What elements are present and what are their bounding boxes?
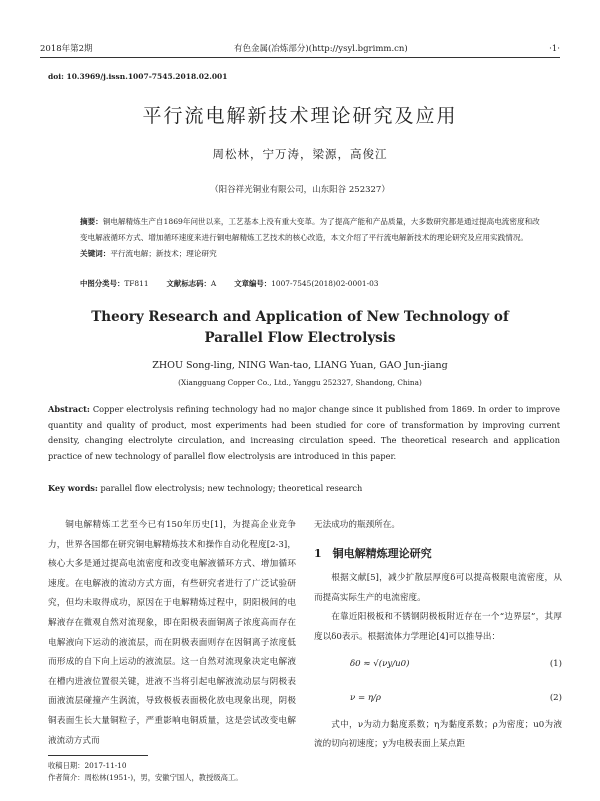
doi-line: doi: 10.3969/j.issn.1007-7545.2018.02.001 — [48, 72, 228, 81]
body-paragraph: 根据文献[5]，减少扩散层厚度δ可以提高极限电流密度，从而提高实际生产的电流密度。 — [314, 573, 562, 603]
body-continuation: 无法成功的瓶颈所在。 — [314, 520, 400, 530]
keywords-en-text: parallel flow electrolysis; new technology; theoretical research — [100, 483, 363, 493]
page-number: ·1· — [549, 44, 560, 54]
body-column-left — [48, 516, 296, 751]
doc-code-value: A — [210, 279, 217, 288]
abstract-chinese — [80, 214, 542, 262]
body-paragraph: 式中，ν为动力黏度系数；η为黏度系数；ρ为密度；u0为液流的切向初速度；y为电极表面上某点距 — [314, 719, 562, 750]
footnotes — [48, 760, 243, 784]
keywords-cn-text: 平行流电解；新技术；理论研究 — [110, 249, 217, 258]
abstract-cn-label: 摘要： — [80, 217, 103, 226]
title-en-line-1: Theory Research and Application of New Technology of — [91, 309, 509, 325]
title-en-line-2: Parallel Flow Electrolysis — [204, 330, 396, 346]
title-english — [0, 307, 600, 349]
abstract-en-label: Abstract: — [48, 404, 90, 414]
authors-chinese: 周松林，宁万涛，梁源，高俊江 — [212, 147, 388, 161]
article-no-label: 文章编号： — [234, 279, 272, 288]
article-no-value: 1007-7545(2018)02-0001-03 — [271, 279, 379, 288]
equation-2-formula: ν = η/ρ — [350, 692, 381, 703]
equation-2 — [314, 682, 562, 716]
running-header — [40, 36, 560, 58]
equation-1 — [314, 648, 562, 682]
classification-line — [80, 278, 542, 289]
issue-label: 2018年第2期 — [40, 44, 93, 54]
title-chinese: 平行流电解新技术理论研究及应用 — [142, 105, 458, 127]
journal-name: 有色金属(冶炼部分)(http://ysyl.bgrimm.cn) — [234, 44, 408, 54]
abstract-english — [48, 402, 560, 464]
keywords-english — [48, 483, 560, 493]
keywords-en-label: Key words: — [48, 483, 98, 493]
body-paragraph: 在靠近阳极板和不锈钢阴极板附近存在一个“边界层”，其厚度以δ0表示。根据流体力学理论[4]可以推导出： — [314, 612, 562, 642]
body-paragraph: 铜电解精炼工艺至今已有150年历史[1]，为提高企业竞争力，世界各国都在研究铜电解精炼技术和操作自动化程度[2-3]，核心大多是通过提高电流密度和改变电解液循环方式、增加循环速度。在电解液的流动方式方面，有些研究者进行了广泛试验研究，但均未取得成功，原因在于电解精炼过程中，阴阳极间的电解液存在微观自然对流现象，即在阳极表面铜离子浓度高而存在电解液向下运动的液流层，而在阴极表面则存在因铜离子浓度低而形成的自下向上运动的液流层。这一自然对流现象决定电解液在槽内进液位置很关键，进液不当将引起电解液流动层与阴极表面液流层碰撞产生涡流，导致极板表面极化放电现象出现，阴极铜表面生长大量铜粒子，严重影响电铜质量，这是尝试改变电解液流动方式而 — [48, 520, 296, 746]
equation-1-number: (1) — [549, 658, 562, 669]
affiliation-chinese: （阳谷祥光铜业有限公司，山东阳谷 252327） — [210, 185, 390, 195]
affiliation-english: (Xiangguang Copper Co., Ltd., Yanggu 252327, Shandong, China) — [178, 378, 422, 387]
equation-1-formula: δ0 ≈ √(νy/u0) — [350, 658, 410, 669]
received-date: 收稿日期：2017-11-10 — [48, 761, 127, 770]
footnote-divider — [48, 755, 148, 756]
body-column-right — [314, 516, 562, 755]
author-bio: 作者简介：周松林(1951-)，男，安徽宁国人，教授级高工。 — [48, 773, 243, 782]
section-heading: 1 铜电解精炼理论研究 — [314, 546, 432, 560]
authors-english: ZHOU Song-ling, NING Wan-tao, LIANG Yuan, GAO Jun-jiang — [152, 360, 448, 371]
keywords-cn-label: 关键词： — [80, 249, 111, 258]
clc-label: 中图分类号： — [80, 279, 125, 288]
clc-value: TF811 — [124, 279, 149, 288]
doc-code-label: 文献标志码： — [166, 279, 211, 288]
abstract-en-text: Copper electrolysis refining technology had no major change since it published from 1869. In order to improve quantity and quality of product, most experiments had been studied for core of transformation by improving current density, changing electrolyte circulation, and increasing circulation speed. The theoretical research and application practice of new technology of parallel flow electrolysis are introduced in this paper. — [48, 404, 560, 461]
equation-2-number: (2) — [549, 692, 562, 703]
abstract-cn-text: 铜电解精炼生产自1869年问世以来，工艺基本上没有重大变革。为了提高产能和产品质量，大多数研究都是通过提高电流密度和改变电解液循环方式、增加循环速度来进行铜电解精炼工艺技术的核心改造，本文介绍了平行流电解新技术的理论研究及应用实践情况。 — [80, 217, 540, 242]
